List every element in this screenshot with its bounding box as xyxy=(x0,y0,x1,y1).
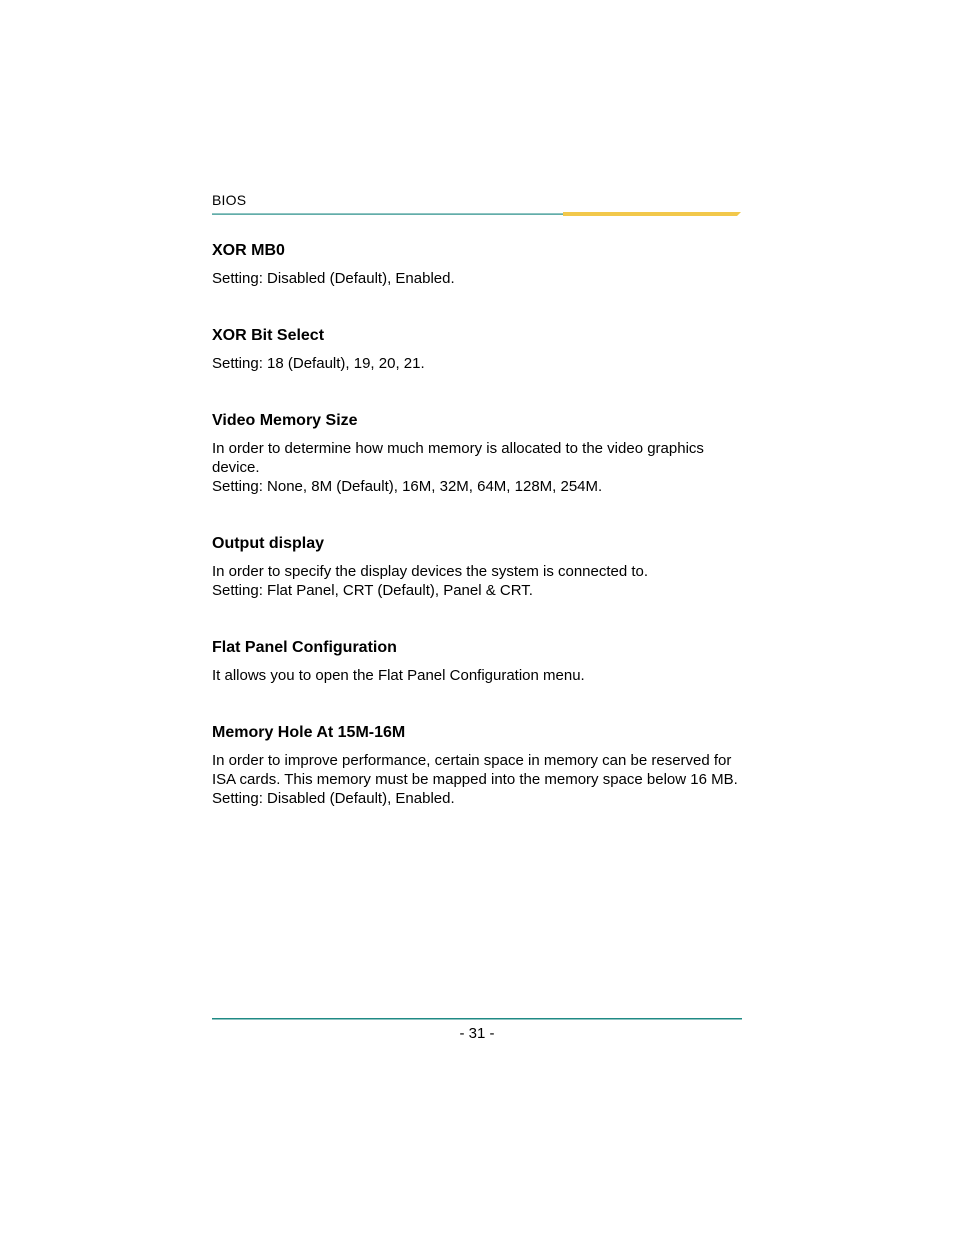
section-title: Memory Hole At 15M-16M xyxy=(212,724,406,741)
section-flat-panel-configuration xyxy=(212,638,742,685)
section-video-memory-size xyxy=(212,411,742,496)
setting-text: Setting: 18 (Default), 19, 20, 21. xyxy=(212,355,425,372)
description-text: In order to specify the display devices the system is connected to. xyxy=(212,563,649,580)
header-rule xyxy=(212,212,741,216)
section-title: XOR MB0 xyxy=(212,242,285,259)
section-title: Output display xyxy=(212,535,324,552)
description-text: It allows you to open the Flat Panel Configuration menu. xyxy=(212,667,585,684)
section-title: Flat Panel Configuration xyxy=(212,639,397,656)
section-title: XOR Bit Select xyxy=(212,327,325,344)
setting-text: Setting: None, 8M (Default), 16M, 32M, 64M, 128M, 254M. xyxy=(212,478,603,495)
running-header: BIOS xyxy=(212,192,247,208)
section-xor-bit-select xyxy=(212,326,742,373)
setting-text: Setting: Disabled (Default), Enabled. xyxy=(212,790,455,807)
description-text: In order to improve performance, certain space in memory can be reserved for ISA cards. This memory must be mapped into the memory space below 16 MB. xyxy=(212,752,738,788)
section-title: Video Memory Size xyxy=(212,412,358,429)
header-rule-accent xyxy=(563,212,741,216)
header-rule-primary xyxy=(212,214,567,215)
section-memory-hole xyxy=(212,723,742,808)
footer-rule xyxy=(212,1018,742,1020)
main-content xyxy=(212,241,742,846)
setting-text: Setting: Disabled (Default), Enabled. xyxy=(212,270,455,287)
section-output-display xyxy=(212,534,742,600)
page-number: - 31 - xyxy=(459,1025,495,1042)
description-text: In order to determine how much memory is allocated to the video graphics device. xyxy=(212,440,704,476)
section-xor-mb0 xyxy=(212,241,742,288)
setting-text: Setting: Flat Panel, CRT (Default), Panel & CRT. xyxy=(212,582,533,599)
